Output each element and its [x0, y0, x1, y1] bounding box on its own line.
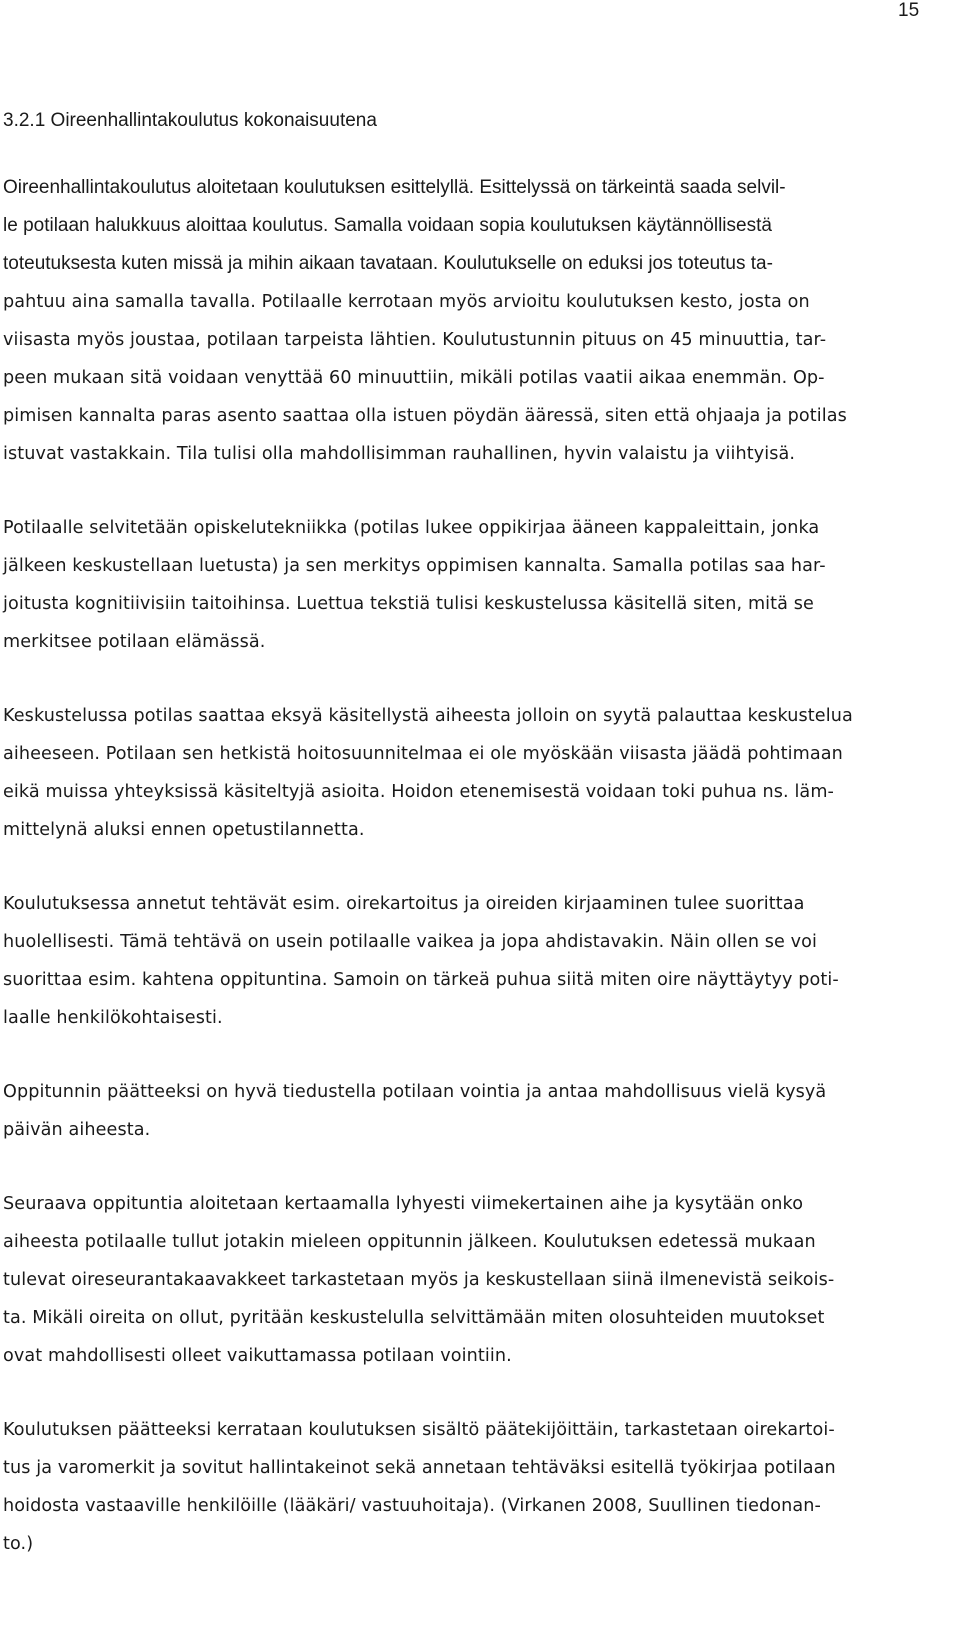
- text-line: huolellisesti. Tämä tehtävä on usein potilaalle vaikea ja jopa ahdistavakin. Näin ollen se voi: [3, 932, 818, 952]
- section-heading: 3.2.1 Oireenhallintakoulutus kokonaisuutena: [3, 110, 377, 131]
- text-line: tus ja varomerkit ja sovitut hallintakeinot sekä annetaan tehtäväksi esitellä työkirjaa potilaan: [3, 1458, 836, 1478]
- text-line: Koulutuksen päätteeksi kerrataan koulutuksen sisältö päätekijöittäin, tarkastetaan oirekartoi-: [3, 1420, 835, 1440]
- text-line: pahtuu aina samalla tavalla. Potilaalle kerrotaan myös arvioitu koulutuksen kesto, josta on: [3, 292, 810, 312]
- text-line: päivän aiheesta.: [3, 1120, 151, 1140]
- text-line: Oppitunnin päätteeksi on hyvä tiedustella potilaan vointia ja antaa mahdollisuus vielä kysyä: [3, 1082, 827, 1102]
- text-line: merkitsee potilaan elämässä.: [3, 632, 266, 652]
- text-line: suorittaa esim. kahtena oppituntina. Samoin on tärkeä puhua siitä miten oire näyttäytyy poti-: [3, 970, 839, 990]
- text-line: toteutuksesta kuten missä ja mihin aikaan tavataan. Koulutukselle on eduksi jos toteutus ta-: [3, 253, 773, 274]
- text-line: Koulutuksessa annetut tehtävät esim. oirekartoitus ja oireiden kirjaaminen tulee suorittaa: [3, 894, 805, 914]
- text-line: ovat mahdollisesti olleet vaikuttamassa potilaan vointiin.: [3, 1346, 512, 1366]
- text-line: eikä muissa yhteyksissä käsiteltyjä asioita. Hoidon etenemisestä voidaan toki puhua ns. läm-: [3, 782, 835, 802]
- text-line: laalle henkilökohtaisesti.: [3, 1008, 223, 1028]
- text-line: istuvat vastakkain. Tila tulisi olla mahdollisimman rauhallinen, hyvin valaistu ja viihtyisä.: [3, 444, 796, 464]
- text-line: peen mukaan sitä voidaan venyttää 60 minuuttiin, mikäli potilas vaatii aikaa enemmän. Op-: [3, 368, 825, 388]
- text-line: tulevat oireseurantakaavakkeet tarkastetaan myös ja keskustellaan siinä ilmenevistä seikois-: [3, 1270, 835, 1290]
- text-line: Keskustelussa potilas saattaa eksyä käsitellystä aiheesta jolloin on syytä palauttaa keskustelua: [3, 706, 853, 726]
- text-line: joitusta kognitiivisiin taitoihinsa. Luettua tekstiä tulisi keskustelussa käsitellä siten, mitä se: [3, 594, 814, 614]
- text-line: ta. Mikäli oireita on ollut, pyritään keskustelulla selvittämään miten olosuhteiden muutokset: [3, 1308, 825, 1328]
- text-line: jälkeen keskustellaan luetusta) ja sen merkitys oppimisen kannalta. Samalla potilas saa har-: [3, 556, 826, 576]
- text-line: mittelynä aluksi ennen opetustilannetta.: [3, 820, 365, 840]
- text-line: aiheeseen. Potilaan sen hetkistä hoitosuunnitelmaa ei ole myöskään viisasta jäädä pohtimaan: [3, 744, 843, 764]
- text-line: aiheesta potilaalle tullut jotakin mieleen oppitunnin jälkeen. Koulutuksen edetessä mukaan: [3, 1232, 816, 1252]
- text-line: le potilaan halukkuus aloittaa koulutus. Samalla voidaan sopia koulutuksen käytännöllisestä: [3, 215, 772, 236]
- text-line: viisasta myös joustaa, potilaan tarpeista lähtien. Koulutustunnin pituus on 45 minuuttia, tar-: [3, 330, 827, 350]
- text-line: pimisen kannalta paras asento saattaa olla istuen pöydän ääressä, siten että ohjaaja ja potilas: [3, 406, 847, 426]
- text-line: Seuraava oppituntia aloitetaan kertaamalla lyhyesti viimekertainen aihe ja kysytään onko: [3, 1194, 804, 1214]
- page-number: 15: [898, 0, 920, 21]
- text-line: hoidosta vastaaville henkilöille (lääkäri/ vastuuhoitaja). (Virkanen 2008, Suullinen tiedonan-: [3, 1496, 821, 1516]
- text-line: to.): [3, 1534, 34, 1554]
- text-line: Potilaalle selvitetään opiskelutekniikka (potilas lukee oppikirjaa ääneen kappaleittain, jonka: [3, 518, 820, 538]
- text-line: Oireenhallintakoulutus aloitetaan koulutuksen esittelyllä. Esittelyssä on tärkeintä saada selvil-: [3, 177, 786, 198]
